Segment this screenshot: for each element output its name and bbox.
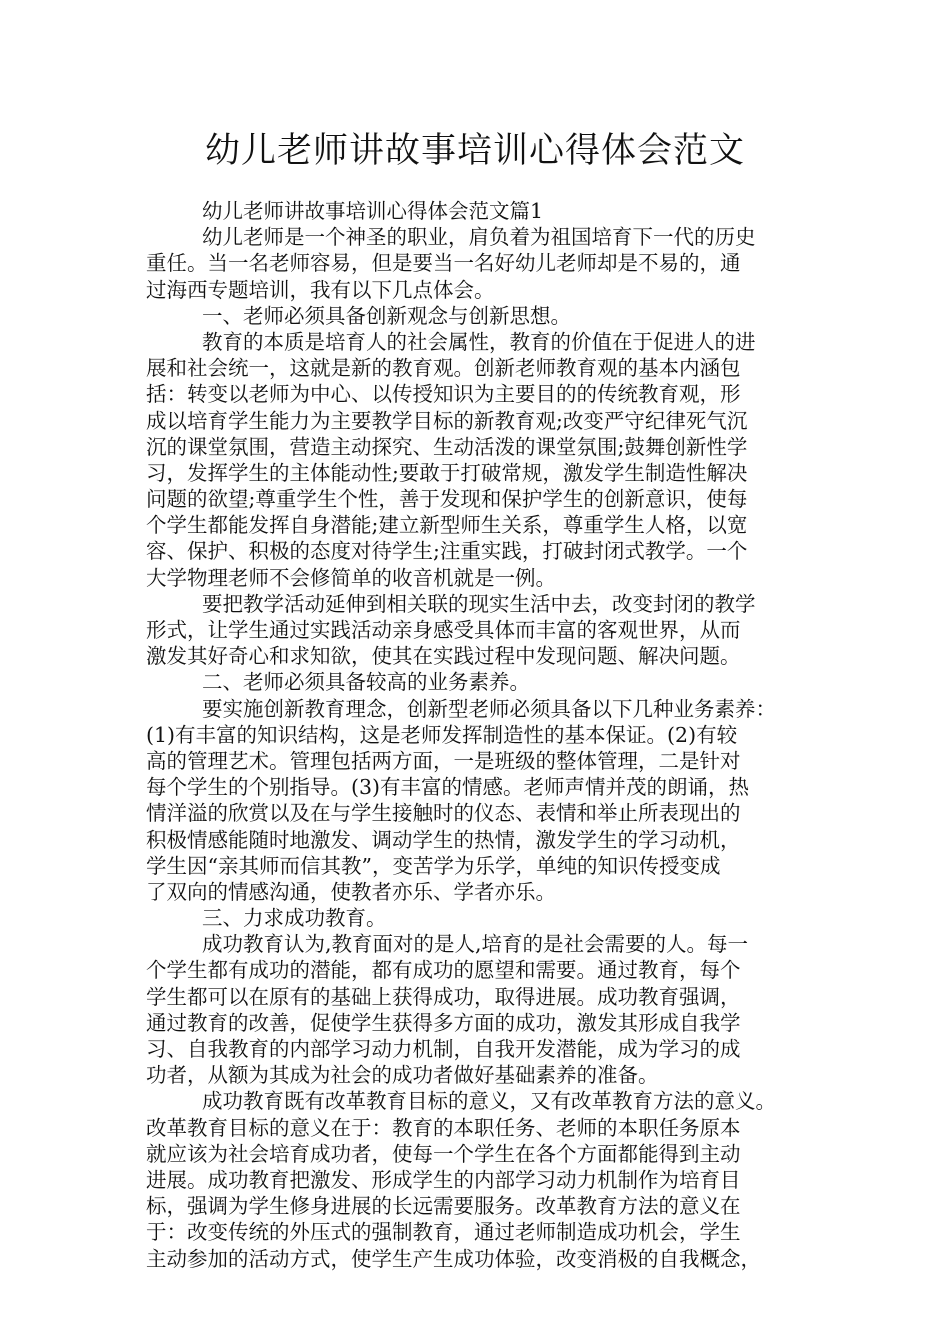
- text-line: 三、力求成功教育。: [202, 906, 387, 931]
- text-line: 二、老师必须具备较高的业务素养。: [202, 670, 530, 695]
- text-line: 要实施创新教育理念，创新型老师必须具备以下几种业务素养：: [202, 696, 776, 721]
- text-line: 个学生都有成功的潜能，都有成功的愿望和需要。通过教育，每个: [146, 958, 741, 983]
- text-line: 积极情感能随时地激发、调动学生的热情，激发学生的学习动机，: [146, 827, 741, 852]
- text-line: 成以培育学生能力为主要教学目标的新教育观;改变严守纪律死气沉: [146, 408, 748, 433]
- text-line: 沉的课堂氛围，营造主动探究、生动活泼的课堂氛围;鼓舞创新性学: [146, 434, 748, 459]
- text-line: 每个学生的个别指导。(3)有丰富的情感。老师声情并茂的朗诵，热: [146, 775, 750, 800]
- text-line: 激发其好奇心和求知欲，使其在实践过程中发现问题、解决问题。: [146, 644, 741, 669]
- text-line: 形式，让学生通过实践活动亲身感受具体而丰富的客观世界，从而: [146, 618, 741, 642]
- text-line: 重任。当一名老师容易，但是要当一名好幼儿老师却是不易的，通: [146, 251, 741, 276]
- text-line: 习，发挥学生的主体能动性;要敢于打破常规，激发学生制造性解决: [146, 460, 748, 485]
- text-line: 教育的本质是培育人的社会属性，教育的价值在于促进人的进: [202, 329, 756, 354]
- text-line: 标，强调为学生修身进展的长远需要服务。改革教育方法的意义在: [146, 1194, 741, 1219]
- text-line: 幼儿老师是一个神圣的职业，肩负着为祖国培育下一代的历史: [202, 225, 756, 250]
- text-line: 就应该为社会培育成功者，使每一个学生在各个方面都能得到主动: [146, 1141, 741, 1166]
- text-line: 成功教育既有改革教育目标的意义，又有改革教育方法的意义。: [202, 1089, 776, 1114]
- text-line: 了双向的情感沟通，使教者亦乐、学者亦乐。: [146, 879, 556, 904]
- text-line: 个学生都能发挥自身潜能;建立新型师生关系，尊重学生人格，以宽: [146, 513, 748, 538]
- text-line: 习、自我教育的内部学习动力机制，自我开发潜能，成为学习的成: [146, 1037, 741, 1061]
- text-line: 成功教育认为,教育面对的是人,培育的是社会需要的人。每一: [202, 932, 749, 957]
- text-line: 一、老师必须具备创新观念与创新思想。: [202, 303, 571, 328]
- document-title: 幼儿老师讲故事培训心得体会范文: [204, 131, 745, 171]
- text-line: 功者，从额为其成为社会的成功者做好基础素养的准备。: [146, 1063, 659, 1088]
- text-line: 学生都可以在原有的基础上获得成功，取得进展。成功教育强调，: [146, 984, 741, 1009]
- text-line: 情洋溢的欣赏以及在与学生接触时的仪态、表情和举止所表现出的: [146, 801, 741, 826]
- text-line: 通过教育的改善，促使学生获得多方面的成功，激发其形成自我学: [146, 1010, 741, 1035]
- text-line: 改革教育目标的意义在于：教育的本职任务、老师的本职任务原本: [146, 1115, 741, 1140]
- text-line: (1)有丰富的知识结构，这是老师发挥制造性的基本保证。(2)有较: [146, 722, 738, 747]
- text-line: 进展。成功教育把激发、形成学生的内部学习动力机制作为培育目: [146, 1167, 741, 1192]
- document-body: [146, 198, 826, 1272]
- text-line: 于：改变传统的外压式的强制教育，通过老师制造成功机会，学生: [146, 1220, 741, 1245]
- text-line: 容、保护、积极的态度对待学生;注重实践，打破封闭式教学。一个: [146, 539, 748, 564]
- text-line: 高的管理艺术。管理包括两方面，一是班级的整体管理，二是针对: [146, 748, 741, 773]
- text-line: 学生因“亲其师而信其教”，变苦学为乐学，单纯的知识传授变成: [146, 853, 721, 878]
- text-line: 展和社会统一，这就是新的教育观。创新老师教育观的基本内涵包: [146, 356, 741, 381]
- text-line: 大学物理老师不会修简单的收音机就是一例。: [146, 565, 556, 590]
- text-line: 过海西专题培训，我有以下几点体会。: [146, 277, 495, 302]
- text-line: 问题的欲望;尊重学生个性，善于发现和保护学生的创新意识，使每: [146, 487, 748, 512]
- text-line: 幼儿老师讲故事培训心得体会范文篇1: [202, 199, 544, 223]
- text-line: 主动参加的活动方式，使学生产生成功体验，改变消极的自我概念，: [146, 1246, 761, 1271]
- text-line: 括：转变以老师为中心、以传授知识为主要目的的传统教育观，形: [146, 382, 741, 407]
- text-line: 要把教学活动延伸到相关联的现实生活中去，改变封闭的教学: [202, 591, 756, 616]
